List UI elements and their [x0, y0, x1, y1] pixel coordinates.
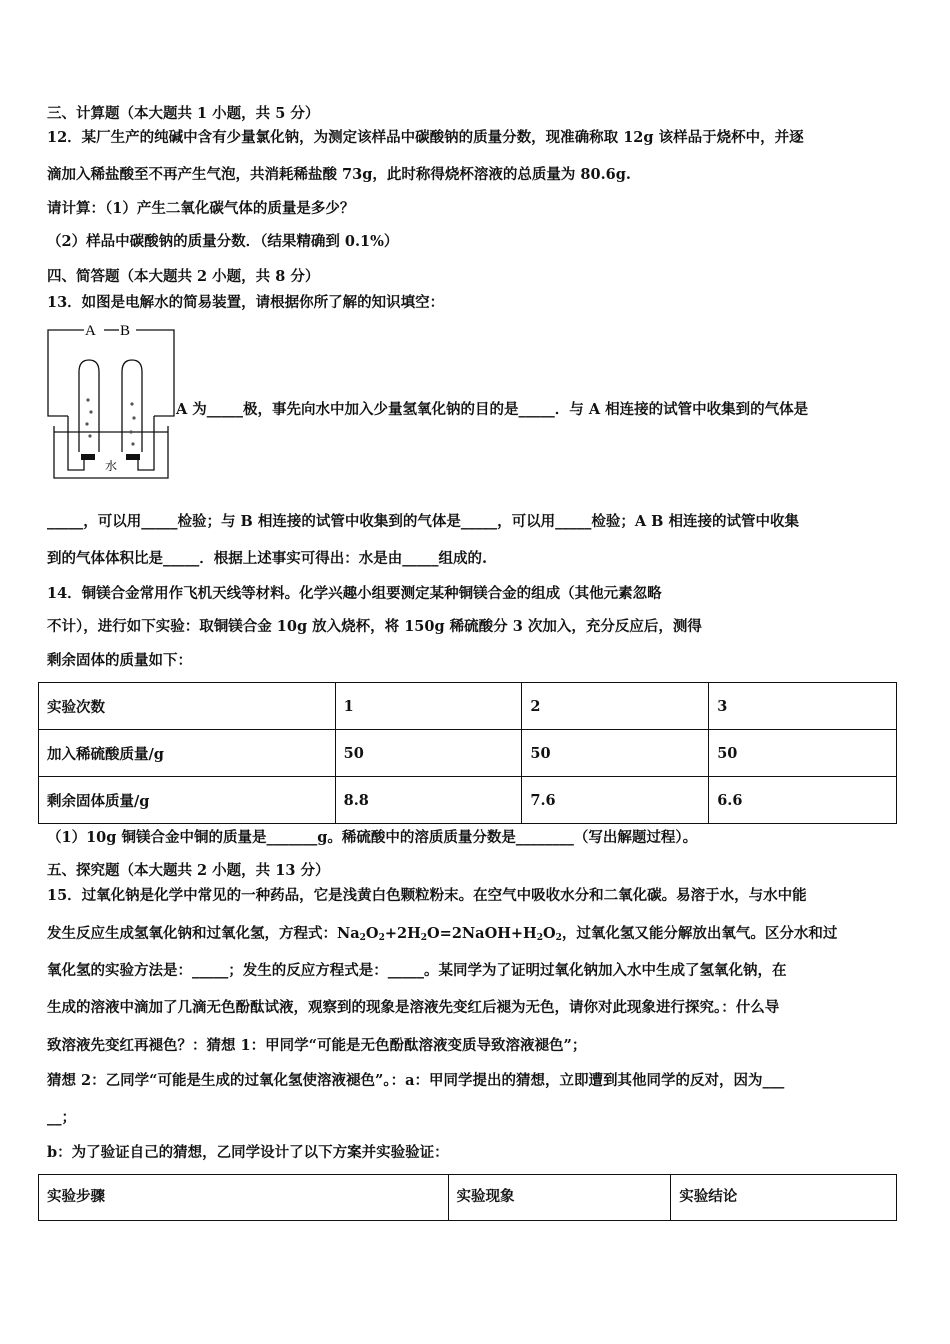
table-cell: 8.8	[335, 777, 522, 824]
q15-line7: __；	[47, 1109, 76, 1126]
table-cell: 50	[709, 730, 897, 777]
table-header-phenomena: 实验现象	[448, 1175, 671, 1221]
q15-experiment-table	[38, 1174, 897, 1221]
electrolysis-diagram	[44, 320, 179, 486]
q14-data-table	[38, 682, 897, 824]
table-cell: 加入稀硫酸质量/g	[39, 730, 336, 777]
chemical-equation: $Na_2O_2+2H_2O=2NaOH+H_2O_2$	[337, 925, 562, 943]
table-header-steps: 实验步骤	[39, 1175, 449, 1221]
q14-line2: 不计），进行如下实验：取铜镁合金 10g 放入烧杯，将 150g 稀硫酸分 3 次加入，充分反应后，测得	[47, 618, 702, 635]
q13-line1: 13．如图是电解水的简易装置，请根据你所了解的知识填空：	[47, 294, 445, 311]
table-cell: 剩余固体质量/g	[39, 777, 336, 824]
q15-line2	[47, 924, 837, 948]
table-cell: 50	[335, 730, 522, 777]
q15-line3: 氧化氢的实验方法是：_____；发生的反应方程式是：_____。某同学为了证明过氧化钠加入水中生成了氢氧化钠，在	[47, 962, 787, 979]
q15-line4: 生成的溶液中滴加了几滴无色酚酞试液，观察到的现象是溶液先变红后褪为无色，请你对此现象进行探究。：什么导	[47, 999, 780, 1016]
q15-line6: 猜想 2：乙同学“可能是生成的过氧化氢使溶液褪色”。：a：甲同学提出的猜想，立即遭到其他同学的反对，因为___	[47, 1072, 785, 1089]
q12-line1: 12．某厂生产的纯碱中含有少量氯化钠，为测定该样品中碳酸钠的质量分数，现准确称取 12g 该样品于烧杯中，并逐	[47, 129, 804, 146]
diagram-label-a: A	[85, 323, 96, 339]
q15-line2-end: ，过氧化氢又能分解放出氧气。区分水和过	[561, 925, 838, 942]
q14-line3: 剩余固体的质量如下：	[47, 652, 192, 669]
q15-line1: 15．过氧化钠是化学中常见的一种药品，它是浅黄白色颗粒粉末。在空气中吸收水分和二氧化碳。易溶于水，与水中能	[47, 887, 807, 904]
table-row	[39, 730, 897, 777]
table-cell: 2	[522, 683, 709, 730]
q13-line4: 到的气体体积比是_____．根据上述事实可得出：水是由_____组成的.	[47, 550, 488, 567]
q12-line3: 请计算：（1）产生二氧化碳气体的质量是多少？	[47, 200, 355, 217]
table-cell: 3	[709, 683, 897, 730]
table-row	[39, 777, 897, 824]
table-cell: 6.6	[709, 777, 897, 824]
q15-line2-start: 发生反应生成氢氧化钠和过氧化氢，方程式：	[47, 925, 337, 942]
q13-line2: A 为_____极，事先向水中加入少量氢氧化钠的目的是_____．与 A 相连接的试管中收集到的气体是	[176, 401, 809, 418]
table-row	[39, 683, 897, 730]
q14-line4: （1）10g 铜镁合金中铜的质量是_______g。稀硫酸中的溶质质量分数是________（写出解题过程）。	[47, 829, 698, 846]
table-cell: 1	[335, 683, 522, 730]
section3-heading: 三、计算题（本大题共 1 小题，共 5 分）	[47, 105, 320, 122]
diagram-label-b: B	[120, 323, 131, 339]
table-row	[39, 1175, 897, 1221]
q15-line8: b：为了验证自己的猜想，乙同学设计了以下方案并实验验证：	[47, 1144, 449, 1161]
section4-heading: 四、简答题（本大题共 2 小题，共 8 分）	[47, 268, 320, 285]
section5-heading: 五、探究题（本大题共 2 小题，共 13 分）	[47, 862, 330, 879]
q12-line2: 滴加入稀盐酸至不再产生气泡，共消耗稀盐酸 73g，此时称得烧杯溶液的总质量为 80.6g.	[47, 166, 631, 183]
table-header-conclusion: 实验结论	[671, 1175, 897, 1221]
table-cell: 7.6	[522, 777, 709, 824]
q15-line5: 致溶液先变红再褪色？：猜想 1：甲同学“可能是无色酚酞溶液变质导致溶液褪色”；	[47, 1037, 587, 1054]
q12-line4: （2）样品中碳酸钠的质量分数．（结果精确到 0.1%）	[47, 233, 399, 250]
q13-line3: _____，可以用_____检验；与 B 相连接的试管中收集到的气体是_____，可以用_____检验；A B 相连接的试管中收集	[47, 513, 799, 530]
diagram-label-water: 水	[105, 459, 118, 473]
table-cell: 50	[522, 730, 709, 777]
q14-line1: 14．铜镁合金常用作飞机天线等材料。化学兴趣小组要测定某种铜镁合金的组成（其他元素忽略	[47, 585, 662, 602]
table-cell: 实验次数	[39, 683, 336, 730]
